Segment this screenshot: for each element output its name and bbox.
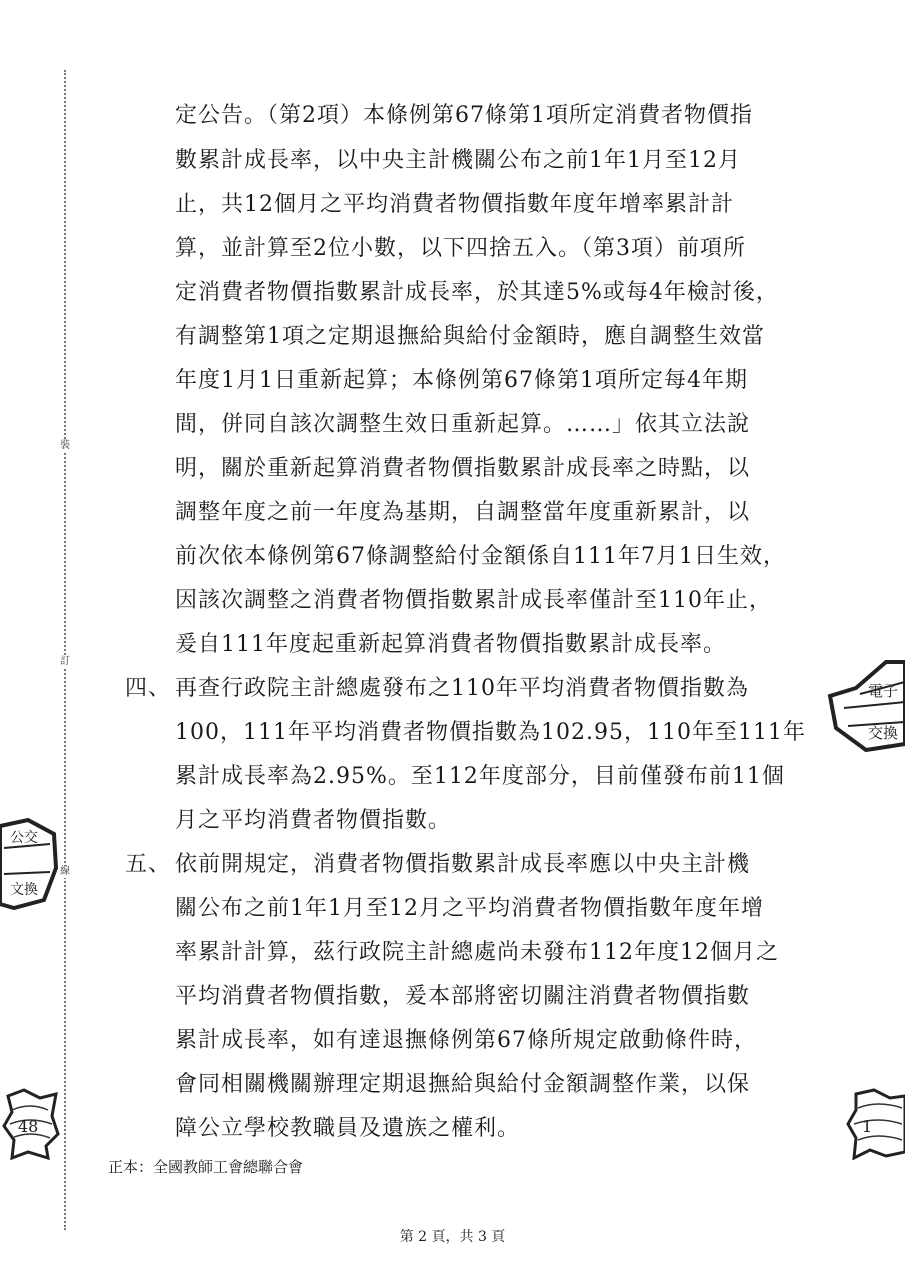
seal-right-bottom — [846, 1088, 905, 1160]
item-five-line: 關公布之前1年1月至12月之平均消費者物價指數年度年增 — [175, 896, 764, 921]
page-number-right: 1 — [862, 1117, 873, 1136]
item-four-number: 四、 — [125, 676, 172, 701]
svg-text:公交: 公交 — [10, 830, 38, 846]
svg-text:文換: 文換 — [10, 882, 38, 898]
body-line: 因該次調整之消費者物價指數累計成長率僅計至110年止， — [175, 588, 772, 613]
page-number-left: 48 — [18, 1117, 39, 1136]
body-line: 前次依本條例第67條調整給付金額係自111年7月1日生效， — [175, 544, 786, 569]
body-line: 定公告。（第2項）本條例第67條第1項所定消費者物價指 — [175, 103, 753, 128]
item-four-line: 月之平均消費者物價指數。 — [175, 808, 452, 833]
binding-mark-xian: 線 — [60, 866, 70, 877]
cc-recipient: 正本：全國教師工會總聯合會 — [108, 1158, 304, 1176]
item-five-line: 障公立學校教職員及遺族之權利。 — [175, 1116, 521, 1141]
item-four-line: 再查行政院主計總處發布之110年平均消費者物價指數為 — [175, 676, 749, 701]
item-five-line: 會同相關機關辦理定期退撫給與給付金額調整作業，以保 — [175, 1072, 751, 1097]
body-line: 爰自111年度起重新起算消費者物價指數累計成長率。 — [175, 632, 726, 657]
body-line: 有調整第1項之定期退撫給與給付金額時，應自調整生效當 — [175, 324, 765, 349]
body-line: 定消費者物價指數累計成長率，於其達5%或每4年檢討後， — [175, 280, 779, 305]
body-line: 止，共12個月之平均消費者物價指數年度年增率累計計 — [175, 192, 734, 217]
body-line: 明，關於重新起算消費者物價指數累計成長率之時點，以 — [175, 456, 751, 481]
binding-mark-ding: 訂 — [60, 656, 70, 667]
item-five-line: 率累計計算，茲行政院主計總處尚未發布112年度12個月之 — [175, 940, 779, 965]
binding-mark-zhuang: 裝 — [60, 440, 70, 451]
item-five-line: 平均消費者物價指數，爰本部將密切關注消費者物價指數 — [175, 984, 751, 1009]
item-five-line: 依前開規定，消費者物價指數累計成長率應以中央主計機 — [175, 852, 751, 877]
body-line: 調整年度之前一年度為基期，自調整當年度重新累計，以 — [175, 500, 751, 525]
stamp-right — [826, 658, 905, 754]
body-line: 數累計成長率，以中央主計機關公布之前1年1月至12月 — [175, 148, 741, 173]
stamp-left — [0, 818, 60, 910]
binding-dotted-line — [64, 70, 66, 1230]
body-line: 年度1月1日重新起算；本條例第67條第1項所定每4年期 — [175, 368, 748, 393]
page-footer: 第 2 頁，共 3 頁 — [399, 1229, 506, 1245]
body-line: 間，併同自該次調整生效日重新起算。……」依其立法說 — [175, 412, 751, 437]
item-five-line: 累計成長率，如有達退撫條例第67條所規定啟動條件時， — [175, 1028, 757, 1053]
svg-text:電子: 電子 — [868, 682, 899, 700]
item-four-line: 100，111年平均消費者物價指數為102.95，110年至111年 — [175, 720, 806, 745]
body-line: 算，並計算至2位小數，以下四捨五入。（第3項）前項所 — [175, 236, 746, 261]
svg-text:交換: 交換 — [868, 724, 899, 742]
item-four-line: 累計成長率為2.95%。至112年度部分，目前僅發布前11個 — [175, 764, 785, 789]
item-five-number: 五、 — [125, 852, 172, 877]
